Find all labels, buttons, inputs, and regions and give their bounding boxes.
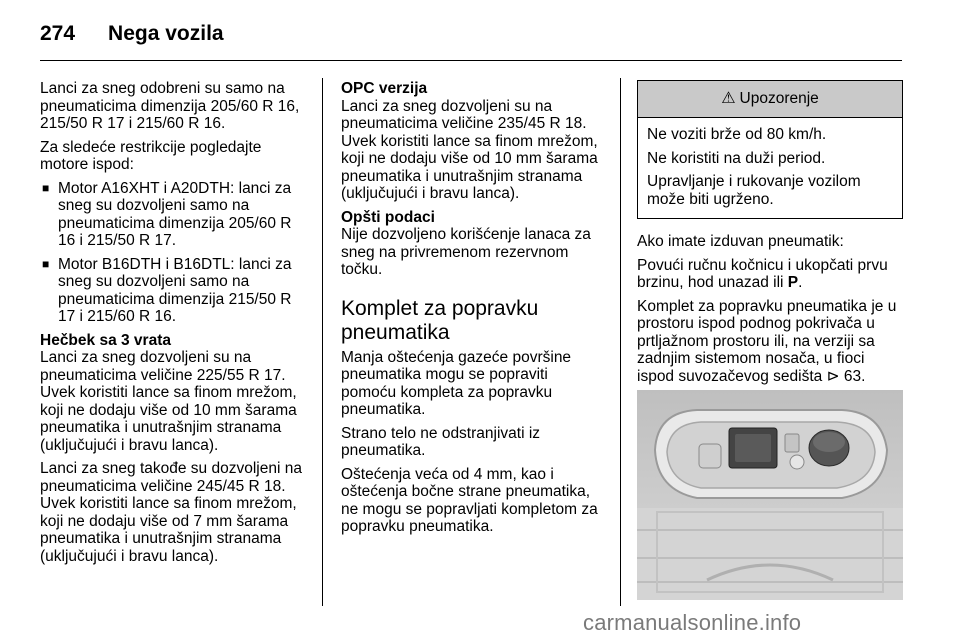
- paragraph: Lanci za sneg takođe su dozvoljeni na pneumaticima veličine 245/45 R 18. Uvek koristiti lance sa finom mrežom, koji ne dodaju više od 7 mm šarama pneumatika i unutrašnjim stranama (uključujući i bravu lanca).: [40, 460, 302, 565]
- section-title: Komplet za popravku pneumatika: [341, 296, 539, 344]
- warning-box: [637, 80, 903, 219]
- bullet-square-icon: ■: [42, 256, 50, 271]
- page-reference: 63.: [843, 367, 866, 385]
- warning-triangle-icon: ⚠: [721, 90, 736, 108]
- text-run: .: [798, 274, 803, 291]
- list-item: [40, 180, 308, 250]
- paragraph: Za sledeće restrikcije pogledajte motore ispod:: [40, 138, 262, 173]
- paragraph: Nije dozvoljeno korišćenje lanaca za sneg na privremenom rezervnom točku.: [341, 226, 591, 278]
- column-1: [40, 80, 308, 571]
- header-rule: [40, 60, 902, 61]
- subheading-opc: OPC verzija: [341, 80, 428, 97]
- list-item-text: Motor A16XHT i A20DTH: lanci za sneg su dozvoljeni samo na pneumaticima dimenzija 205/60 R 16 i 215/50 R 17.: [58, 179, 292, 249]
- text-run: Komplet za popravku pneumatika je u prostoru ispod podnog pokrivača u prtljažnom prostoru ili, na verziji sa zadnjim sistemom nosača, u fioci ispod suvozačevog sedišta: [637, 297, 897, 385]
- repair-kit-photo: [637, 390, 903, 600]
- list-item: [40, 256, 308, 326]
- warning-title: Upozorenje: [739, 90, 819, 108]
- paragraph: Strano telo ne odstranjivati iz pneumatika.: [341, 424, 541, 459]
- warning-line: Ne voziti brže od 80 km/h.: [647, 126, 827, 143]
- page-reference-arrow-icon: ⊳: [826, 367, 840, 385]
- paragraph: [637, 298, 903, 386]
- gear-letter: P: [787, 274, 799, 291]
- column-divider-2: [620, 78, 621, 606]
- paragraph: Oštećenja veća od 4 mm, kao i oštećenja bočne strane pneumatika, ne mogu se popravljati kompletom za popravku pneumatika.: [341, 465, 598, 535]
- column-2: [341, 80, 606, 542]
- list-item-text: Motor B16DTH i B16DTL: lanci za sneg su dozvoljeni samo na pneumaticima dimenzija 215/50 R 17 i 215/60 R 16.: [58, 255, 292, 325]
- column-divider-1: [322, 78, 323, 606]
- column-3: [637, 80, 903, 391]
- page-title: Nega vozila: [108, 22, 224, 45]
- text-run: Povući ručnu kočnicu i ukopčati prvu brzinu, hod unazad ili: [637, 256, 888, 291]
- page-number: 274: [40, 22, 76, 45]
- page-header: [40, 14, 224, 54]
- paragraph: [637, 257, 903, 292]
- paragraph: Lanci za sneg dozvoljeni su na pneumaticima veličine 235/45 R 18. Uvek koristiti lance sa finom mrežom, koji ne dodaju više od 10 mm šarama pneumatika i unutrašnjim stranama (uključujući i bravu lanca).: [341, 97, 598, 202]
- paragraph: Ako imate izduvan pneumatik:: [637, 233, 844, 250]
- subheading-hatchback: Hečbek sa 3 vrata: [40, 331, 171, 349]
- subheading-general: Opšti podaci: [341, 208, 435, 226]
- paragraph: Manja oštećenja gazeće površine pneumatika mogu se popraviti pomoću kompleta za popravku pneumatika.: [341, 348, 572, 418]
- warning-header: [638, 81, 902, 118]
- paragraph: Lanci za sneg odobreni su samo na pneumaticima dimenzija 205/60 R 16, 215/50 R 17 i 215/60 R 16.: [40, 80, 300, 132]
- watermark-text: carmanualsonline.info: [583, 610, 802, 635]
- warning-line: Ne koristiti na duži period.: [647, 149, 826, 167]
- warning-line: Upravljanje i rukovanje vozilom može biti ugrženo.: [647, 173, 861, 208]
- paragraph: Lanci za sneg dozvoljeni su na pneumaticima veličine 225/55 R 17. Uvek koristiti lance sa finom mrežom, koji ne dodaju više od 10 mm šarama pneumatika i unutrašnjim stranama (uključujući i bravu lanca).: [40, 349, 297, 454]
- warning-body: [638, 118, 902, 218]
- bullet-square-icon: ■: [42, 180, 50, 195]
